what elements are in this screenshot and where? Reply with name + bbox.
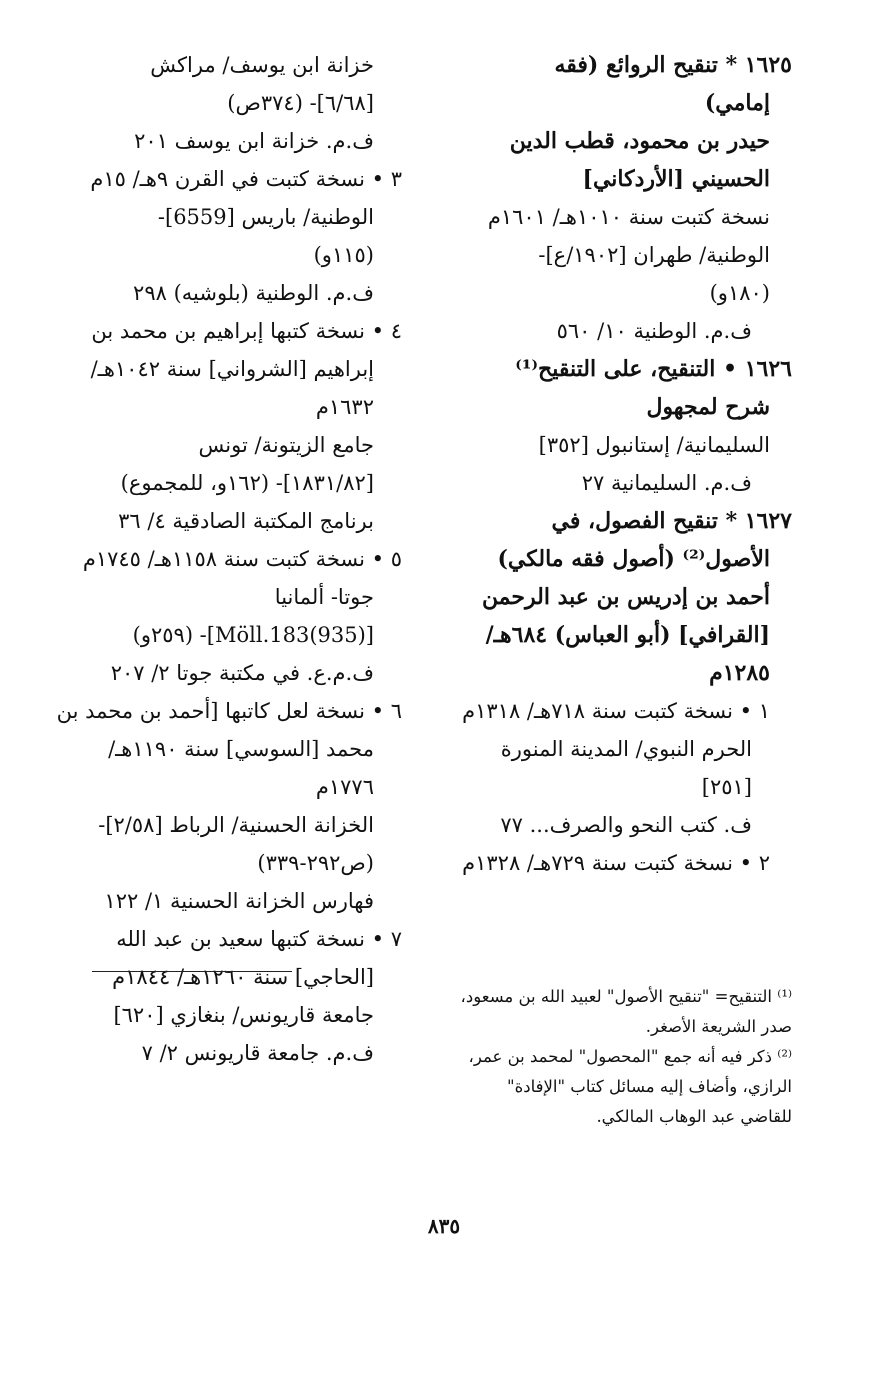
copy-4: ٤ • نسخة كتبها إبراهيم بن محمد بن (91, 319, 402, 343)
copy-7: ٧ • نسخة كتبها سعيد بن عبد الله (116, 927, 402, 951)
entry-1627-author-nisba: [القرافي] (أبو العباس) ٦٨٤هـ/ (485, 622, 770, 648)
entry-1627-copy-1-catalog: ف. كتب النحو والصرف... ٧٧ (500, 813, 752, 837)
copy-6-catalog: فهارس الخزانة الحسنية ١/ ١٢٢ (104, 889, 374, 913)
copy-4-catalog: برنامج المكتبة الصادقية ٤/ ٣٦ (118, 509, 374, 533)
copy-4-library: جامع الزيتونة/ تونس (198, 433, 374, 457)
copy-3-library: الوطنية/ باريس [6559]- (157, 205, 374, 229)
copy-3-catalog: ف.م. الوطنية (بلوشيه) ٢٩٨ (133, 281, 374, 305)
copy-3-folios: (١١٥و) (313, 243, 374, 267)
copy-5: ٥ • نسخة كتبت سنة ١١٥٨هـ/ ١٧٤٥م (82, 547, 402, 571)
footnotes (447, 982, 792, 1132)
copy-5-catalog: ف.م.ع. في مكتبة جوتا ٢/ ٢٠٧ (110, 661, 374, 685)
entry-1626-library: السليمانية/ إستانبول [٣٥٢] (538, 433, 770, 457)
footnote-separator (92, 971, 292, 972)
entry-1627-copy-1: ١ • نسخة كتبت سنة ٧١٨هـ/ ١٣١٨م (462, 699, 770, 723)
entry-1625-heading: ١٦٢٥ * تنقيح الروائع (فقه (554, 52, 792, 78)
footnote-2-cont: الرازي، وأضاف إليه مسائل كتاب "الإفادة" (506, 1077, 792, 1096)
copy-7-catalog: ف.م. جامعة قاريونس ٢/ ٧ (141, 1041, 374, 1065)
copy-2-shelfmark: [٦/٦٨]- (٣٧٤ص) (227, 91, 374, 115)
copy-6-scribe: محمد [السوسي] سنة ١١٩٠هـ/ (108, 737, 374, 761)
copy-3: ٣ • نسخة كتبت في القرن ٩هـ/ ١٥م (90, 167, 402, 191)
copy-4-scribe: إبراهيم [الشرواني] سنة ١٠٤٢هـ/ (90, 357, 374, 381)
copy-6: ٦ • نسخة لعل كاتبها [أحمد بن محمد بن (56, 699, 402, 723)
entry-1627-copy-1-shelfmark: [٢٥١] (701, 775, 752, 799)
entry-1625-catalog: ف.م. الوطنية ١٠/ ٥٦٠ (556, 319, 752, 343)
entry-1627-heading: ١٦٢٧ * تنقيح الفصول، في (551, 508, 792, 534)
footnote-2: ⁽²⁾ ذكر فيه أنه جمع "المحصول" لمحمد بن عمر، (468, 1047, 792, 1066)
footnote-2-end: للقاضي عبد الوهاب المالكي. (596, 1107, 792, 1126)
entry-1625-author: حيدر بن محمود، قطب الدين (509, 128, 770, 154)
entry-1627-subject: الأصول⁽²⁾ (أصول فقه مالكي) (497, 546, 770, 572)
copy-6-library: الخزانة الحسنية/ الرباط [٢/٥٨]- (98, 813, 374, 837)
page-number: ٨٣٥ (427, 1214, 461, 1238)
copy-5-shelfmark: [Möll.183(935)]- (٢٥٩و) (132, 623, 374, 647)
entry-1625-copy: نسخة كتبت سنة ١٠١٠هـ/ ١٦٠١م (487, 205, 770, 229)
copy-6-year: ١٧٧٦م (315, 775, 374, 799)
entry-1626-heading: ١٦٢٦ • التنقيح، على التنقيح⁽¹⁾ (515, 356, 792, 382)
entry-1626-catalog: ف.م. السليمانية ٢٧ (581, 471, 752, 495)
entry-1627-copy-2: ٢ • نسخة كتبت سنة ٧٢٩هـ/ ١٣٢٨م (462, 851, 770, 875)
entry-1625-folios: (١٨٠و) (709, 281, 770, 305)
copy-4-year: ١٦٣٢م (315, 395, 374, 419)
entry-1627-copy-1-library: الحرم النبوي/ المدينة المنورة (500, 737, 752, 761)
right-column (447, 46, 792, 882)
copy-6-pages: (ص٢٩٢-٣٣٩) (257, 851, 374, 875)
entry-1625-library: الوطنية/ طهران [١٩٠٢/ع]- (538, 243, 770, 267)
entry-1627-author: أحمد بن إدريس بن عبد الرحمن (481, 584, 770, 610)
copy-7-library: جامعة قاريونس/ بنغازي [٦٢٠] (113, 1003, 374, 1027)
entry-1625-author-nisba: الحسيني [الأردكاني] (582, 166, 770, 192)
left-column (56, 46, 402, 1072)
copy-5-library: جوتا- ألمانيا (274, 585, 374, 609)
copy-4-shelfmark: [١٨٣١/٨٢]- (١٦٢و، للمجموع) (120, 471, 374, 495)
entry-1627-death-year: ١٢٨٥م (709, 660, 770, 686)
copy-2-library: خزانة ابن يوسف/ مراكش (150, 53, 374, 77)
footnote-1: ⁽¹⁾ التنقيح= "تنقيح الأصول" لعبيد الله بن مسعود، (460, 987, 792, 1006)
footnote-1-cont: صدر الشريعة الأصغر. (645, 1017, 792, 1036)
entry-1626-commentary: شرح لمجهول (646, 394, 770, 420)
copy-7-scribe: [الحاجي] سنة ١٢٦٠هـ/ ١٨٤٤م (112, 965, 374, 989)
copy-2-catalog: ف.م. خزانة ابن يوسف ٢٠١ (134, 129, 374, 153)
entry-1625-subject: إمامي) (704, 90, 770, 116)
